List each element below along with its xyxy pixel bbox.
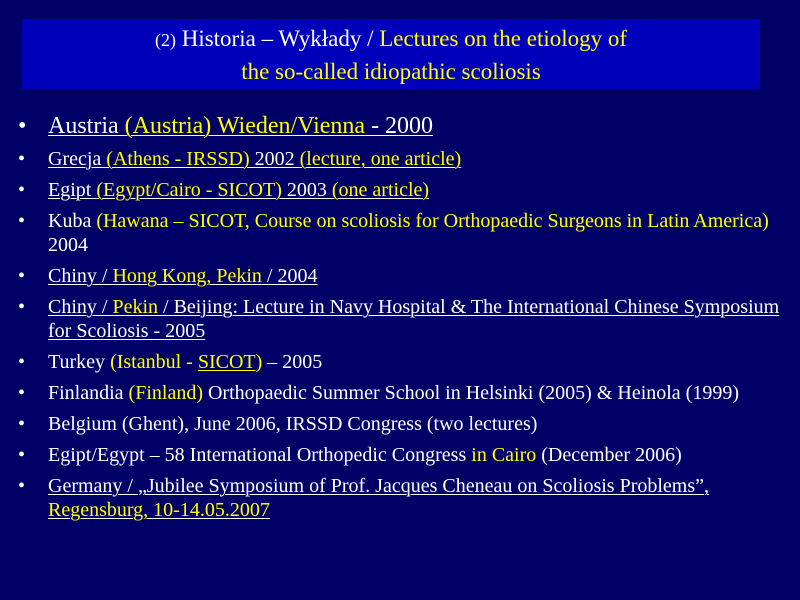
- lecture-list: [18, 112, 788, 529]
- list-item: • Egipt/Egypt – 58 International Orthopedic Congress in Cairo (December 2006): [18, 443, 788, 467]
- title-english-2: the so-called idiopathic scoliosis: [241, 59, 541, 84]
- title-polish: Historia – Wykłady /: [175, 26, 380, 51]
- list-item: • Turkey (Istanbul - SICOT) – 2005: [18, 350, 788, 374]
- slide-title: [22, 19, 760, 89]
- list-item: • Kuba (Hawana – SICOT, Course on scoliosis for Orthopaedic Surgeons in Latin America) 2004: [18, 209, 788, 257]
- title-english-1: Lectures on the etiology of: [379, 26, 628, 51]
- list-item: • Grecja (Athens - IRSSD) 2002 (lecture, one article): [18, 147, 788, 171]
- list-item: • Finlandia (Finland) Orthopaedic Summer School in Helsinki (2005) & Heinola (1999): [18, 381, 788, 405]
- list-item: • Austria (Austria) Wieden/Vienna - 2000: [18, 112, 788, 140]
- list-item: • Germany / „Jubilee Symposium of Prof. Jacques Cheneau on Scoliosis Problems”, Regensburg, 10-14.05.2007: [18, 474, 788, 522]
- title-number: (2): [154, 30, 176, 50]
- list-item: • Belgium (Ghent), June 2006, IRSSD Congress (two lectures): [18, 412, 788, 436]
- list-item: • Chiny / Pekin / Beijing: Lecture in Navy Hospital & The International Chinese Symposium for Scoliosis - 2005: [18, 295, 788, 343]
- list-item: • Egipt (Egypt/Cairo - SICOT) 2003 (one article): [18, 178, 788, 202]
- list-item: • Chiny / Hong Kong, Pekin / 2004: [18, 264, 788, 288]
